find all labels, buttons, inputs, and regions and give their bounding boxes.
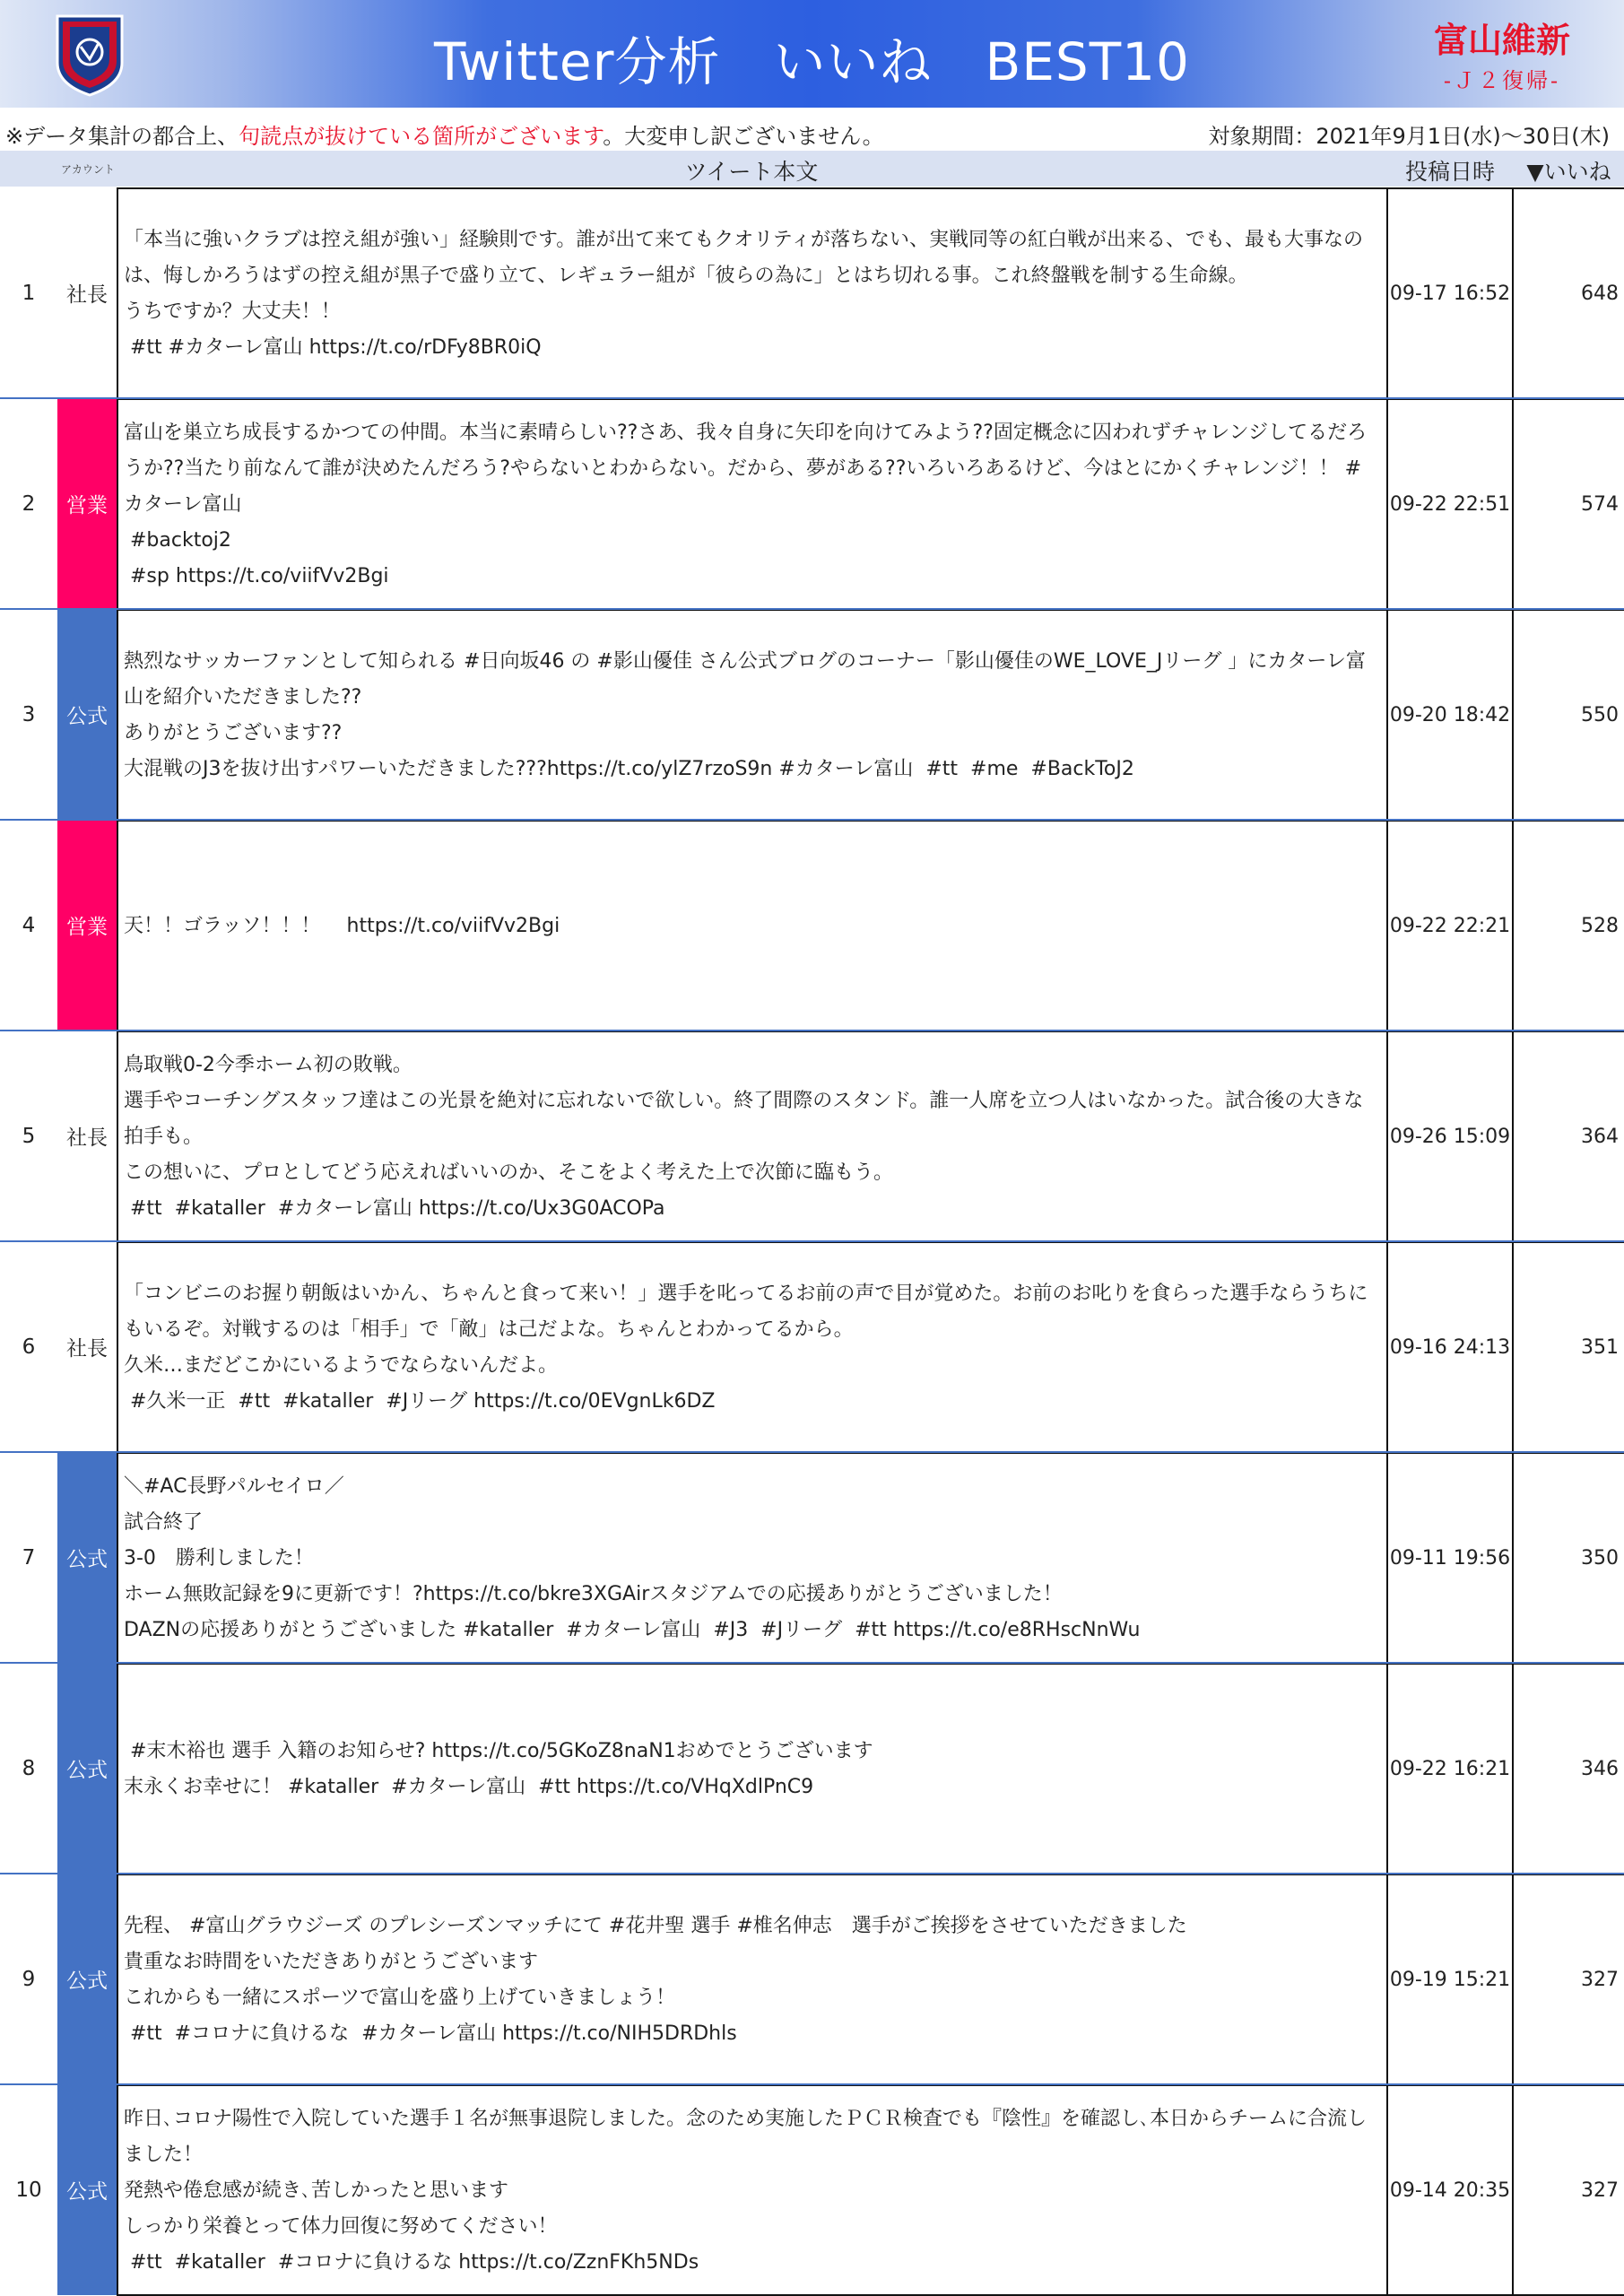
table-row <box>0 1874 1624 2084</box>
account-badge: 公式 <box>57 609 117 820</box>
tweet-text: #末木裕也 選手 入籍のお知らせ? https://t.co/5GKoZ8naN1おめでとうございます 末永くお幸せに！ #kataller #カターレ富山 #tt https://t.co/VHqXdlPnC9 <box>124 1739 873 1798</box>
row-separator <box>0 1873 1624 1874</box>
post-date: 09-14 20:35 <box>1386 2084 1514 2295</box>
account-badge: 公式 <box>57 1874 117 2084</box>
tweet-cell <box>117 398 1386 609</box>
tweet-cell <box>117 1874 1386 2084</box>
post-date: 09-26 15:09 <box>1386 1031 1514 1241</box>
table-row <box>0 1241 1624 1452</box>
header-banner <box>0 0 1624 108</box>
tweet-text: 「コンビニのお握り朝飯はいかん、ちゃんと食って来い！」選手を叱ってるお前の声で目が覚めた。お前のお叱りを食らった選手ならうちにもいるぞ。対戦するのは「相手」で「敵」は己だよな。ちゃんとわかってるから。 久米…まだどこかにいるようでならないんだよ。 #久米一正 #tt #kataller #Jリーグ https://t.co/0EVgnLk6DZ <box>124 1282 1368 1413</box>
period-label: 対象期間：2021年9月1日(水)～30日(木) <box>1208 124 1610 149</box>
post-date: 09-11 19:56 <box>1386 1452 1514 1663</box>
rank-number: 2 <box>22 491 36 516</box>
rank-number: 4 <box>22 913 36 937</box>
page-title: Twitter分析 いいね BEST10 <box>434 31 1190 92</box>
tweet-cell <box>117 1031 1386 1241</box>
table-row <box>0 609 1624 820</box>
post-date: 09-22 16:21 <box>1386 1663 1514 1874</box>
rank-number: 6 <box>22 1335 36 1359</box>
account-badge: 営業 <box>57 820 117 1031</box>
slogan-subtitle: -Ｊ２復帰- <box>1443 68 1561 93</box>
post-date: 09-17 16:52 <box>1386 187 1514 398</box>
tweet-cell <box>117 1241 1386 1452</box>
account-badge: 社長 <box>57 1031 117 1241</box>
tweet-text: 富山を巣立ち成長するかつての仲間。本当に素晴らしい??さあ、我々自身に矢印を向けてみよう??固定概念に囚われずチャレンジしてるだろうか??当たり前なんて誰が決めたんだろう?やらないとわからない。だから、夢がある??いろいろあるけど、今はとにかくチャレンジ！！ #カターレ富山 #backtoj2 #sp https://t.co/viifVv2Bgi <box>124 421 1368 587</box>
tweet-text: 先程、 #富山グラウジーズ のプレシーズンマッチにて #花井聖 選手 #椎名伸志 選手がご挨拶をさせていただきました 貴重なお時間をいただきありがとうございます これからも一緒にスポーツで富山を盛り上げていきましょう！ #tt #コロナに負けるな #カターレ富山 https://t.co/NIH5DRDhls <box>124 1914 1187 2045</box>
row-separator <box>0 1451 1624 1453</box>
table-row <box>0 820 1624 1031</box>
table-row <box>0 2084 1624 2295</box>
rank-number: 8 <box>22 1756 36 1780</box>
tweet-text: 「本当に強いクラブは控え組が強い」経験則です。誰が出て来てもクオリティが落ちない、実戦同等の紅白戦が出来る、でも、最も大事なのは、悔しかろうはずの控え組が黒子で盛り立て、レギュラー組が「彼らの為に」とはち切れる事。これ終盤戦を制する生命線。 うちですか？大丈夫！！ #tt #カターレ富山 https://t.co/rDFy8BR0iQ <box>124 228 1364 359</box>
row-separator <box>0 1030 1624 1031</box>
post-date: 09-22 22:21 <box>1386 820 1514 1031</box>
rank-number: 1 <box>22 281 36 305</box>
like-count: 346 <box>1514 1663 1624 1874</box>
table-row <box>0 187 1624 398</box>
table-row <box>0 1663 1624 1874</box>
like-count: 528 <box>1514 820 1624 1031</box>
table-row <box>0 1452 1624 1663</box>
like-count: 648 <box>1514 187 1624 398</box>
like-count: 327 <box>1514 1874 1624 2084</box>
rank-number: 3 <box>22 702 36 726</box>
like-count: 550 <box>1514 609 1624 820</box>
column-header-account: アカウント <box>61 163 115 176</box>
slogan-text: 富山維新 <box>1433 20 1570 60</box>
tweet-cell <box>117 609 1386 820</box>
post-date: 09-22 22:51 <box>1386 398 1514 609</box>
notice-prefix: ※データ集計の都合上、 <box>5 124 239 149</box>
account-badge: 公式 <box>57 1663 117 1874</box>
notice-highlight: 句読点が抜けている箇所がございます <box>239 124 604 149</box>
row-separator <box>0 397 1624 399</box>
rank-number: 7 <box>22 1545 36 1570</box>
rank-number: 9 <box>22 1967 36 1991</box>
notice-suffix: 。大変申し訳ございません。 <box>603 124 884 149</box>
column-header-text: ツイート本文 <box>684 159 819 185</box>
table-row <box>0 398 1624 609</box>
rank-number: 5 <box>22 1124 36 1148</box>
table-header <box>0 151 1624 187</box>
rank-number: 10 <box>15 2178 42 2202</box>
post-date: 09-16 24:13 <box>1386 1241 1514 1452</box>
tweet-cell <box>117 2084 1386 2295</box>
post-date: 09-19 15:21 <box>1386 1874 1514 2084</box>
column-header-likes: ▼いいね <box>1526 159 1611 185</box>
like-count: 327 <box>1514 2084 1624 2295</box>
row-separator <box>0 1240 1624 1242</box>
table-row <box>0 1031 1624 1241</box>
tweet-cell <box>117 187 1386 398</box>
tweet-text: 天！！ゴラッソ！！！ https://t.co/viifVv2Bgi <box>124 914 560 937</box>
tweet-text: 熱烈なサッカーファンとして知られる #日向坂46 の #影山優佳 さん公式ブログのコーナー「影山優佳のWE_LOVE_Jリーグ 」にカターレ富山を紹介いただきました?? ありがとうございます?? 大混戦のJ3を抜け出すパワーいただきました???https://t.co/ylZ7rzoS9n #カターレ富山 #tt #me #BackToJ2 <box>124 649 1366 780</box>
account-badge: 社長 <box>57 1241 117 1452</box>
like-count: 364 <box>1514 1031 1624 1241</box>
like-count: 351 <box>1514 1241 1624 1452</box>
tweet-text: 昨日､コロナ陽性で入院していた選手１名が無事退院しました。念のため実施したＰＣＲ検査でも『陰性』を確認し､本日からチームに合流しました！ 発熱や倦怠感が続き､苦しかったと思います しっかり栄養とって体力回復に努めてください！ #tt #kataller #コロナに負けるな https://t.co/ZznFKh5NDs <box>124 2107 1368 2274</box>
tweet-text: 鳥取戦0-2今季ホーム初の敗戦。 選手やコーチングスタッフ達はこの光景を絶対に忘れないで欲しい。終了間際のスタンド。誰一人席を立つ人はいなかった。試合後の大きな拍手も。 この想いに、プロとしてどう応えればいいのか、そこをよく考えた上で次節に臨もう。 #tt #kataller #カターレ富山 https://t.co/Ux3G0ACOPa <box>124 1053 1364 1220</box>
row-separator <box>0 1662 1624 1664</box>
account-badge: 社長 <box>57 187 117 398</box>
like-count: 350 <box>1514 1452 1624 1663</box>
row-separator <box>0 819 1624 821</box>
tweet-cell <box>117 1452 1386 1663</box>
column-header-date: 投稿日時 <box>1404 159 1495 185</box>
like-count: 574 <box>1514 398 1624 609</box>
tweet-cell <box>117 1663 1386 1874</box>
tweet-text: ＼#AC長野パルセイロ／ 試合終了 3-0 勝利しました！ ホーム無敗記録を9に更新です！?https://t.co/bkre3XGAirスタジアムでの応援ありがとうございました！ DAZNの応援ありがとうございました #kataller #カターレ富山 #J3 #Jリーグ #tt https://t.co/e8RHscNnWu <box>124 1474 1141 1641</box>
data-notice <box>5 118 884 150</box>
account-badge: 営業 <box>57 398 117 609</box>
account-badge: 公式 <box>57 2084 117 2295</box>
account-badge: 公式 <box>57 1452 117 1663</box>
tweet-cell <box>117 820 1386 1031</box>
row-separator <box>0 2083 1624 2085</box>
row-separator <box>0 608 1624 610</box>
post-date: 09-20 18:42 <box>1386 609 1514 820</box>
